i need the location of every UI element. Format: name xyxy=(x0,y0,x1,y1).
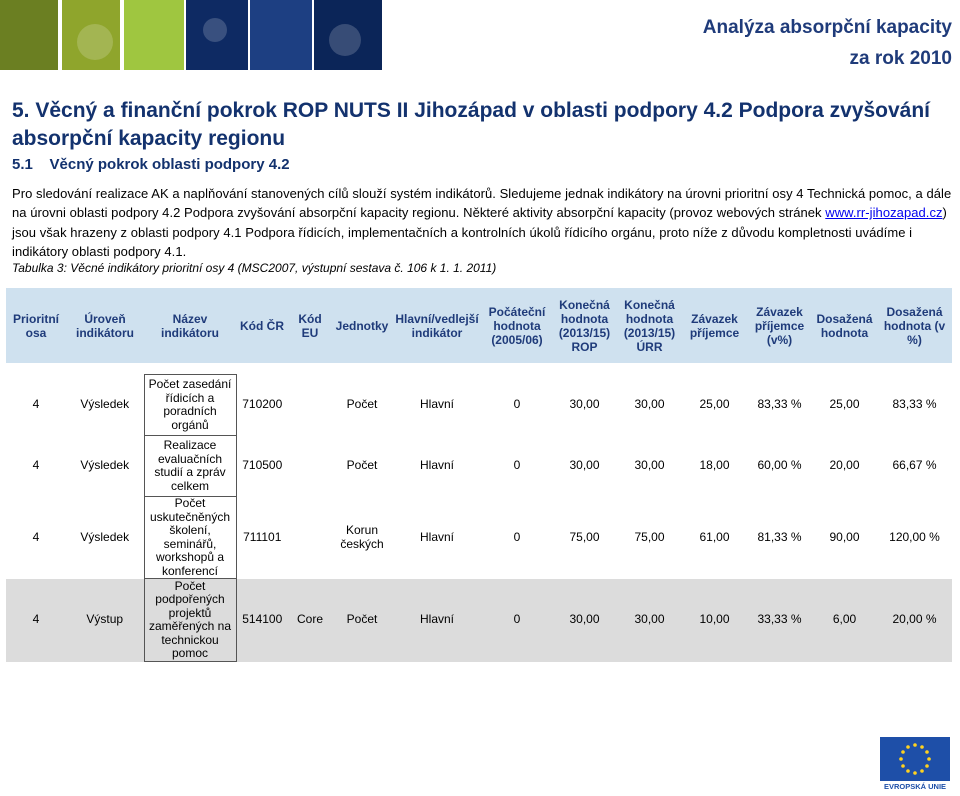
col-header: Prioritní osa xyxy=(6,288,66,363)
col-header: Název indikátoru xyxy=(144,288,236,363)
cell-osa: 4 xyxy=(6,579,66,662)
col-header: Úroveň indikátoru xyxy=(66,288,144,363)
col-header: Hlavní/vedlejší indikátor xyxy=(392,288,482,363)
table-row xyxy=(6,436,952,497)
cell-dosazena-pct: 20,00 % xyxy=(877,579,952,662)
col-header: Jednotky xyxy=(332,288,392,363)
indicator-table xyxy=(6,288,952,662)
cell-jednotky: Počet xyxy=(346,397,378,412)
cell-kod-eu xyxy=(288,375,332,436)
cell-hlavni: Hlavní xyxy=(419,397,454,412)
logo-block-3 xyxy=(124,0,184,70)
col-header: Konečná hodnota (2013/15) ROP xyxy=(552,288,617,363)
header-title-line2: za rok 2010 xyxy=(849,48,952,69)
cell-konecna-rop: 75,00 xyxy=(569,529,600,544)
col-header: Dosažená hodnota xyxy=(812,288,877,363)
cell-zavazek-pct: 83,33 % xyxy=(757,397,802,412)
cell-dosazena: 90,00 xyxy=(829,529,860,544)
cell-zavazek: 18,00 xyxy=(699,458,730,473)
cell-dosazena: 20,00 xyxy=(829,458,860,473)
cell-kod-eu: Core xyxy=(288,579,332,662)
table-row xyxy=(6,497,952,579)
eu-flag-icon xyxy=(880,737,950,791)
document-header-title xyxy=(703,12,952,74)
table-row xyxy=(6,375,952,436)
cell-dosazena-pct: 83,33 % xyxy=(892,397,937,412)
cell-kod-eu xyxy=(288,436,332,497)
col-header: Konečná hodnota (2013/15) ÚRR xyxy=(617,288,682,363)
cell-nazev: Počet uskutečněných školení, seminářů, workshopů a konferencí xyxy=(144,497,236,579)
cell-uroven: Výsledek xyxy=(80,397,130,412)
section-heading: 5. Věcný a finanční pokrok ROP NUTS II Jihozápad v oblasti podpory 4.2 Podpora zvyšování absorpční kapacity regionu xyxy=(12,99,931,150)
cell-kod-eu xyxy=(288,497,332,579)
cell-pocatecni: 0 xyxy=(513,458,521,473)
website-link[interactable]: www.rr-jihozapad.cz xyxy=(825,205,943,221)
cell-konecna-urr: 75,00 xyxy=(634,529,665,544)
cell-pocatecni: 0 xyxy=(513,397,521,412)
cell-zavazek-pct: 81,33 % xyxy=(757,529,802,544)
cell-dosazena: 6,00 xyxy=(812,579,877,662)
cell-uroven: Výstup xyxy=(66,579,144,662)
cell-uroven: Výsledek xyxy=(80,458,130,473)
cell-nazev: Počet zasedání řídicích a poradních orgánů xyxy=(144,375,236,436)
cell-zavazek-pct: 33,33 % xyxy=(747,579,812,662)
cell-zavazek: 25,00 xyxy=(699,397,730,412)
partner-logos xyxy=(0,0,390,72)
table-header-row xyxy=(6,288,952,363)
subsection-heading: 5.1 Věcný pokrok oblasti podpory 4.2 xyxy=(12,156,290,173)
cell-nazev: Počet podpořených projektů zaměřených na technickou pomoc xyxy=(144,579,236,662)
cell-dosazena-pct: 66,67 % xyxy=(892,458,937,473)
cell-hlavni: Hlavní xyxy=(419,458,454,473)
col-header: Počáteční hodnota (2005/06) xyxy=(482,288,552,363)
cell-nazev: Realizace evaluačních studií a zpráv celkem xyxy=(144,436,236,497)
cell-osa: 4 xyxy=(32,458,40,473)
cell-konecna-urr: 30,00 xyxy=(617,579,682,662)
cell-jednotky: Počet xyxy=(346,458,378,473)
cell-konecna-rop: 30,00 xyxy=(552,579,617,662)
cell-pocatecni: 0 xyxy=(482,579,552,662)
cell-jednotky: Počet xyxy=(332,579,392,662)
cell-osa: 4 xyxy=(32,529,40,544)
header-title-line1: Analýza absorpční kapacity xyxy=(702,17,952,38)
col-header: Závazek příjemce (v%) xyxy=(747,288,812,363)
logo-block-1 xyxy=(0,0,58,70)
cell-osa: 4 xyxy=(32,397,40,412)
cell-zavazek: 10,00 xyxy=(682,579,747,662)
col-header: Kód ČR xyxy=(236,288,288,363)
cell-konecna-rop: 30,00 xyxy=(569,458,600,473)
cell-kod-cr: 710200 xyxy=(242,397,283,412)
logo-strip xyxy=(0,0,390,72)
cell-pocatecni: 0 xyxy=(513,529,521,544)
paragraph-text-1: Pro sledování realizace AK a naplňování stanovených cílů slouží systém indikátorů. Sledujeme jednak indikátory na úrovni prioritní osy 4 Technická pomoc, a dále na úrovni oblasti podpory 4.2 Podpora zvyšování absorpční kapacity regionu. Některé aktivity absorpční kapacity (provoz webových stránek xyxy=(12,186,952,221)
body-paragraph xyxy=(12,184,952,261)
cell-hlavni: Hlavní xyxy=(419,529,454,544)
cell-kod-cr: 710500 xyxy=(242,458,283,473)
cell-hlavni: Hlavní xyxy=(392,579,482,662)
eu-label: EVROPSKÁ UNIE xyxy=(883,782,947,791)
cell-kod-cr: 514100 xyxy=(236,579,288,662)
cell-konecna-urr: 30,00 xyxy=(634,458,665,473)
table-caption: Tabulka 3: Věcné indikátory prioritní osy 4 (MSC2007, výstupní sestava č. 106 k 1. 1. 2011) xyxy=(12,261,497,275)
cell-konecna-urr: 30,00 xyxy=(634,397,665,412)
col-header: Kód EU xyxy=(288,288,332,363)
logo-block-5 xyxy=(250,0,312,70)
cell-zavazek-pct: 60,00 % xyxy=(757,458,802,473)
cell-kod-cr: 711101 xyxy=(243,529,282,544)
table-row xyxy=(6,579,952,662)
cell-konecna-rop: 30,00 xyxy=(569,397,600,412)
cell-jednotky: Korun českých xyxy=(340,523,384,551)
col-header: Dosažená hodnota (v %) xyxy=(877,288,952,363)
paragraph-text-2: ) jsou však hrazeny z oblasti podpory 4.1 Podpora řídicích, implementačních a kontrolních úkolů řídicího orgánu, proto níže z důvodu kompletnosti uvádíme i indikátory oblasti podpory 4.1. xyxy=(12,205,947,259)
cell-uroven: Výsledek xyxy=(80,529,130,544)
eu-logo xyxy=(880,737,950,791)
cell-zavazek: 61,00 xyxy=(699,529,730,544)
cell-dosazena-pct: 120,00 % xyxy=(889,529,940,544)
cell-dosazena: 25,00 xyxy=(829,397,860,412)
col-header: Závazek příjemce xyxy=(682,288,747,363)
